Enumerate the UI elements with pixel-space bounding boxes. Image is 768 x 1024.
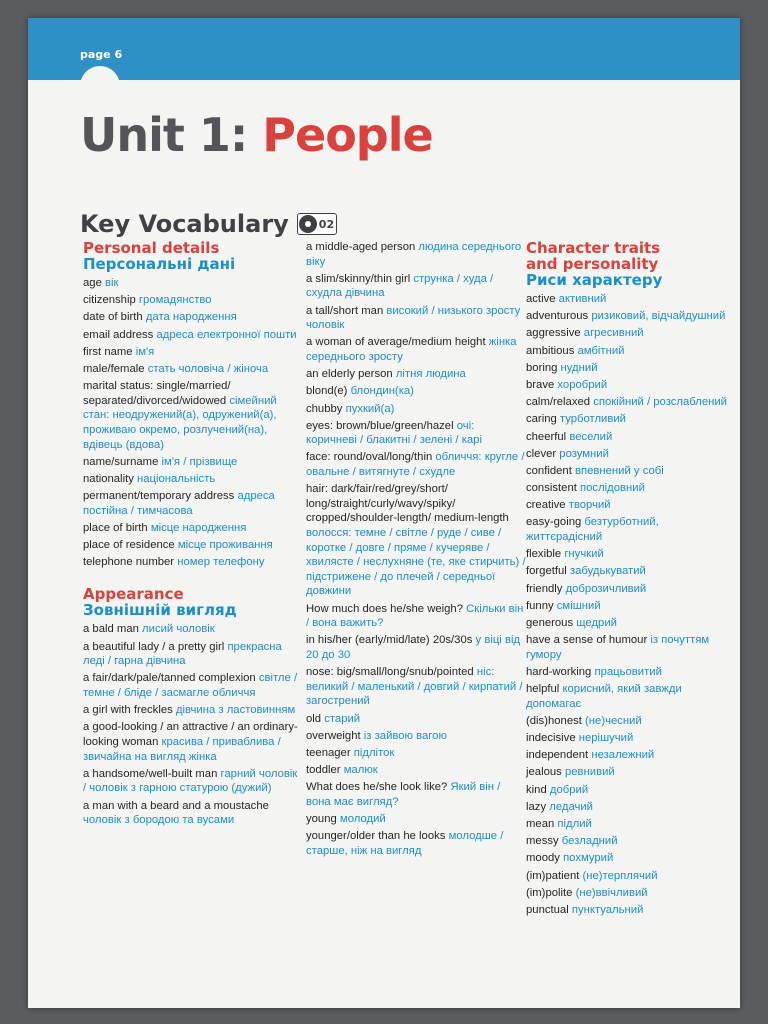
vocab-list-appearance-continued (306, 240, 526, 858)
vocab-translation-ua: нудний (560, 361, 598, 374)
vocab-entry (83, 328, 301, 343)
vocab-term-en: place of residence (83, 539, 175, 552)
vocab-entry (526, 344, 736, 359)
vocab-entry (526, 800, 736, 815)
vocab-term-en: easy-going (526, 516, 582, 529)
section-title-character-traits: Character traits (526, 239, 661, 257)
vocab-term-en: in his/her (early/mid/late) 20s/30s (306, 634, 473, 647)
vocab-term-en: (im)polite (526, 886, 573, 899)
vocab-term-en: friendly (526, 582, 563, 595)
section-title-personal-details-ua: Персональні дані (83, 255, 236, 273)
vocab-entry (526, 464, 736, 479)
vocab-translation-ua: адреса постійна / тимчасова (83, 490, 275, 517)
vocab-translation-ua: світле / темне / бліде / засмагле обличчя (83, 672, 298, 699)
section-title-personal-details: Personal details (83, 239, 220, 257)
vocab-entry (306, 367, 526, 382)
vocab-term-en: a slim/skinny/thin girl (306, 272, 411, 285)
vocab-translation-ua: (не)ввічливий (575, 886, 648, 899)
unit-title (80, 108, 433, 162)
vocab-entry (83, 622, 301, 637)
vocab-entry (306, 402, 526, 417)
vocab-entry (526, 481, 736, 496)
vocab-list-personal-details (83, 276, 301, 570)
vocab-term-en: younger/older than he looks (306, 830, 446, 843)
vocab-list-character-traits (526, 292, 736, 918)
vocab-translation-ua: місце народження (150, 521, 247, 534)
vocab-translation-ua: у віці від 20 до 30 (306, 634, 521, 661)
vocab-entry (306, 729, 526, 744)
vocab-translation-ua: Скільки він / вона важить? (306, 602, 524, 630)
vocab-term-en: creative (526, 499, 566, 512)
vocab-entry (526, 886, 736, 901)
vocab-translation-ua: Який він / вона має вигляд? (306, 781, 501, 808)
vocab-entry (526, 765, 736, 780)
vocab-entry (83, 362, 301, 377)
vocab-entry (83, 538, 301, 553)
vocab-term-en: cheerful (526, 430, 567, 443)
vocab-term-en: (dis)honest (526, 714, 582, 727)
vocab-translation-ua: працьовитий (594, 665, 662, 678)
vocab-entry (526, 599, 736, 614)
vocab-translation-ua: громадянство (138, 294, 212, 307)
vocab-column-1 (83, 240, 301, 830)
vocab-term-en: marital status: single/married/ separated/divorced/widowed (83, 380, 231, 407)
vocab-translation-ua: високий / низького зросту чоловік (306, 304, 521, 332)
vocab-translation-ua: вік (105, 277, 119, 289)
vocab-entry (526, 682, 736, 711)
vocab-term-en: a good-looking / an attractive / an ordinary-looking woman (83, 721, 298, 748)
vocab-entry (83, 521, 301, 536)
vocab-entry (526, 851, 736, 866)
vocab-entry (306, 384, 526, 399)
vocab-term-en: flexible (526, 548, 562, 561)
vocab-term-en: date of birth (83, 311, 143, 324)
vocab-term-en: ambitious (526, 344, 575, 357)
vocab-translation-ua: волосся: темне / світле / руде / сиве / коротке / довге / пряме / кучеряве / хвилясте / неслухняне (те, яке стирчить) / підстрижене / до плечей / середньої довжини (306, 527, 526, 598)
vocab-translation-ua: дівчина з ластовинням (175, 704, 296, 717)
vocab-column-2 (306, 240, 526, 861)
vocab-translation-ua: ніс: великий / маленький / довгий / кирпатий / загострений (306, 666, 523, 708)
vocab-entry (526, 326, 736, 341)
vocab-translation-ua: похмурий (563, 852, 614, 865)
vocab-entry (306, 419, 526, 448)
vocab-term-en: young (306, 813, 337, 826)
section-title-character-traits-2: and personality (526, 255, 659, 273)
vocab-term-en: email address (83, 328, 154, 341)
vocab-term-en: a man with a beard and a moustache (83, 799, 269, 812)
vocab-term-en: a woman of average/medium height (306, 336, 486, 349)
vocab-term-en: messy (526, 835, 559, 848)
vocab-entry (526, 903, 736, 918)
vocab-term-en: punctual (526, 903, 569, 916)
vocab-term-en: place of birth (83, 521, 148, 534)
vocab-term-en: a fair/dark/pale/tanned complexion (83, 672, 256, 685)
section-title-character-traits-ua: Риси характеру (526, 271, 663, 289)
vocab-translation-ua: корисний, який завжди допомагає (526, 683, 682, 710)
vocab-entry (526, 309, 736, 324)
vocab-term-en: a handsome/well-built man (83, 767, 218, 780)
vocab-translation-ua: номер телефону (177, 556, 265, 569)
vocab-translation-ua: із почуттям гумору (526, 634, 710, 661)
vocab-term-en: (im)patient (526, 869, 580, 882)
vocab-term-en: hair: dark/fair/red/grey/short/ long/straight/curly/wavy/spiky/ cropped/shoulder-length/ medium-length (306, 483, 509, 525)
vocab-translation-ua: стать чоловіча / жіноча (147, 362, 269, 375)
vocab-entry (83, 293, 301, 308)
vocab-translation-ua: ім'я (135, 345, 155, 358)
vocab-entry (306, 712, 526, 727)
vocab-term-en: consistent (526, 482, 577, 495)
vocab-entry (83, 767, 301, 796)
vocab-entry (306, 482, 526, 599)
vocab-entry (526, 834, 736, 849)
vocab-translation-ua: добрий (549, 783, 589, 796)
vocab-term-en: chubby (306, 402, 343, 415)
vocab-translation-ua: жінка середнього зросту (306, 336, 517, 363)
vocab-translation-ua: дата народження (145, 311, 237, 324)
vocab-term-en: male/female (83, 362, 145, 375)
vocab-term-en: permanent/temporary address (83, 490, 235, 503)
vocab-entry (526, 292, 736, 307)
vocab-translation-ua: старий (324, 712, 361, 725)
vocab-translation-ua: блондин(ка) (350, 385, 414, 398)
textbook-page (28, 18, 740, 1008)
vocab-entry (83, 276, 301, 291)
vocab-term-en: blond(e) (306, 385, 348, 398)
vocab-entry (83, 703, 301, 718)
vocab-term-en: brave (526, 378, 555, 391)
vocab-term-en: name/surname (83, 455, 159, 468)
vocab-translation-ua: очі: коричневі / блакитні / зелені / карі (306, 419, 482, 447)
page-number: page 6 (80, 48, 123, 61)
vocab-entry (526, 783, 736, 798)
vocab-translation-ua: струнка / худа / схудла дівчина (306, 272, 494, 300)
vocab-entry (83, 720, 301, 764)
vocab-translation-ua: безладний (561, 835, 618, 848)
vocab-entry (526, 714, 736, 729)
vocab-translation-ua: (не)чесний (585, 714, 642, 727)
vocab-translation-ua: сімейний стан: неодружений(а), одружений(а), проживаю окремо, розлучений(на), вдівець (вдова) (83, 394, 277, 451)
vocab-entry (83, 310, 301, 325)
vocab-term-en: confident (526, 464, 572, 477)
vocab-entry (526, 633, 736, 662)
vocab-entry (306, 746, 526, 761)
vocab-term-en: hard-working (526, 665, 592, 678)
vocab-term-en: teenager (306, 746, 351, 759)
vocab-entry (83, 345, 301, 360)
vocab-term-en: caring (526, 413, 557, 426)
vocab-entry (83, 671, 301, 700)
vocab-translation-ua: прекрасна леді / гарна дівчина (83, 640, 282, 668)
vocab-translation-ua: щедрий (576, 616, 617, 629)
vocab-translation-ua: веселий (569, 430, 613, 443)
vocab-entry (83, 472, 301, 487)
vocab-translation-ua: агресивний (583, 327, 644, 340)
vocab-entry (83, 489, 301, 518)
vocab-translation-ua: спокійний / розслаблений (593, 396, 727, 409)
vocab-translation-ua: ревнивий (564, 766, 615, 779)
vocab-entry (306, 335, 526, 364)
vocab-term-en: nationality (83, 472, 134, 485)
vocab-translation-ua: пунктуальний (571, 903, 644, 916)
vocab-translation-ua: гарний чоловік / чоловік з гарною статурою (дужий) (83, 767, 298, 795)
vocab-entry (526, 665, 736, 680)
vocab-translation-ua: безтурботний, життєрадісний (526, 516, 659, 544)
vocab-entry (526, 547, 736, 562)
audio-track-number: 02 (318, 217, 335, 231)
vocab-entry (526, 378, 736, 393)
vocab-translation-ua: творчий (568, 499, 611, 512)
vocab-term-en: eyes: brown/blue/green/hazel (306, 419, 454, 432)
vocab-translation-ua: впевнений у собі (575, 464, 664, 477)
vocab-entry (526, 731, 736, 746)
section-title-appearance-ua: Зовнішній вигляд (83, 601, 237, 620)
vocab-translation-ua: забудькуватий (569, 565, 646, 578)
vocab-entry (526, 515, 736, 544)
vocab-translation-ua: (не)терплячий (582, 869, 658, 882)
vocab-translation-ua: підлий (557, 818, 592, 831)
vocab-translation-ua: обличчя: кругле / овальне / витягнуте / схудле (306, 451, 525, 479)
vocab-term-en: lazy (526, 800, 547, 813)
vocab-term-en: independent (526, 749, 589, 762)
vocab-term-en: calm/relaxed (526, 396, 591, 409)
vocab-translation-ua: із зайвою вагою (363, 729, 447, 742)
section-title-appearance: Appearance (83, 585, 184, 604)
vocab-term-en: jealous (526, 766, 562, 779)
vocab-translation-ua: амбітний (577, 344, 625, 357)
vocab-entry (526, 498, 736, 513)
vocab-term-en: a middle-aged person (306, 241, 416, 253)
vocab-translation-ua: розумний (559, 447, 609, 460)
key-vocabulary-title: Key Vocabulary (80, 210, 289, 238)
vocab-translation-ua: адреса електронної пошти (156, 328, 297, 341)
vocab-entry (306, 304, 526, 333)
vocab-term-en: funny (526, 599, 554, 612)
vocab-term-en: an elderly person (306, 368, 393, 381)
vocab-entry (83, 640, 301, 669)
vocab-translation-ua: молодий (339, 813, 386, 826)
vocab-entry (83, 379, 301, 452)
vocab-term-en: nose: big/small/long/snub/pointed (306, 666, 474, 679)
vocab-term-en: a girl with freckles (83, 704, 173, 717)
vocab-translation-ua: лисий чоловік (142, 623, 215, 636)
vocab-term-en: age (83, 277, 102, 289)
key-vocabulary-heading (80, 210, 337, 238)
vocab-entry (306, 780, 526, 809)
vocab-entry (306, 829, 526, 858)
vocab-entry (526, 430, 736, 445)
audio-track-badge[interactable] (297, 213, 337, 235)
vocab-translation-ua: ледачий (549, 800, 593, 813)
vocab-translation-ua: ризиковий, відчайдушний (591, 310, 726, 323)
vocab-entry (306, 602, 526, 631)
vocab-translation-ua: активний (558, 293, 607, 305)
vocab-entry (306, 665, 526, 709)
vocab-term-en: old (306, 712, 322, 725)
vocab-entry (526, 564, 736, 579)
vocab-term-en: overweight (306, 729, 361, 742)
vocab-translation-ua: незалежний (591, 749, 655, 762)
vocab-entry (83, 455, 301, 470)
vocab-translation-ua: місце проживання (177, 539, 273, 552)
vocab-translation-ua: хоробрий (557, 378, 608, 391)
vocab-term-en: boring (526, 361, 558, 374)
vocab-entry (526, 748, 736, 763)
vocab-term-en: mean (526, 818, 555, 831)
vocab-entry (526, 447, 736, 462)
vocab-term-en: kind (526, 783, 547, 796)
vocab-translation-ua: національність (137, 472, 216, 485)
vocab-term-en: indecisive (526, 732, 576, 745)
vocab-entry (526, 582, 736, 597)
vocab-entry (526, 361, 736, 376)
vocab-column-3 (526, 240, 736, 920)
vocab-entry (83, 799, 301, 828)
vocab-entry (306, 450, 526, 479)
vocab-term-en: active (526, 293, 556, 305)
vocab-term-en: forgetful (526, 565, 567, 578)
unit-number: Unit 1: (80, 108, 263, 162)
vocab-list-appearance (83, 622, 301, 827)
vocab-term-en: face: round/oval/long/thin (306, 451, 433, 464)
header-bar (28, 18, 740, 80)
header-tab-decoration (80, 66, 120, 106)
vocab-term-en: a beautiful lady / a pretty girl (83, 640, 225, 653)
vocab-entry (526, 395, 736, 410)
vocab-term-en: aggressive (526, 327, 581, 340)
vocab-entry (306, 763, 526, 778)
vocab-translation-ua: смішний (556, 599, 601, 612)
vocab-term-en: generous (526, 616, 574, 629)
vocab-entry (306, 633, 526, 662)
vocab-entry (526, 817, 736, 832)
vocab-term-en: telephone number (83, 556, 175, 569)
vocab-entry (526, 412, 736, 427)
vocab-entry (306, 272, 526, 301)
vocab-entry (526, 616, 736, 631)
vocab-translation-ua: нерішучий (578, 732, 634, 745)
vocab-translation-ua: чоловік з бородою та вусами (83, 814, 235, 827)
vocab-term-en: How much does he/she weigh? (306, 602, 463, 615)
vocab-translation-ua: людина середнього віку (306, 241, 522, 268)
vocab-translation-ua: літня людина (395, 368, 466, 381)
cd-icon (299, 215, 317, 233)
vocab-term-en: clever (526, 447, 557, 460)
vocab-term-en: first name (83, 345, 133, 358)
vocab-term-en: toddler (306, 764, 341, 777)
vocab-term-en: a bald man (83, 623, 139, 636)
vocab-term-en: helpful (526, 683, 560, 696)
vocab-entry (306, 812, 526, 827)
vocab-translation-ua: ім'я / прізвище (161, 455, 238, 468)
vocab-translation-ua: послідовний (580, 482, 645, 495)
vocab-translation-ua: молодше / старше, ніж на вигляд (306, 830, 504, 857)
vocab-translation-ua: доброзичливий (565, 582, 647, 595)
vocab-term-en: What does he/she look like? (306, 781, 448, 794)
unit-name: People (262, 108, 433, 162)
vocab-translation-ua: красива / приваблива / звичайна на вигляд жінка (83, 735, 281, 763)
vocab-translation-ua: підліток (353, 746, 395, 759)
vocab-term-en: moody (526, 852, 560, 865)
vocab-entry (306, 240, 526, 269)
vocab-translation-ua: пухкий(а) (345, 402, 395, 415)
vocab-term-en: adventurous (526, 310, 589, 323)
vocab-term-en: a tall/short man (306, 304, 384, 317)
vocab-term-en: have a sense of humour (526, 634, 648, 647)
vocab-translation-ua: гнучкий (564, 548, 604, 561)
vocab-term-en: citizenship (83, 294, 136, 307)
vocab-entry (83, 555, 301, 570)
vocab-entry (526, 869, 736, 884)
vocab-translation-ua: турботливий (559, 413, 626, 426)
vocab-translation-ua: малюк (343, 764, 378, 777)
